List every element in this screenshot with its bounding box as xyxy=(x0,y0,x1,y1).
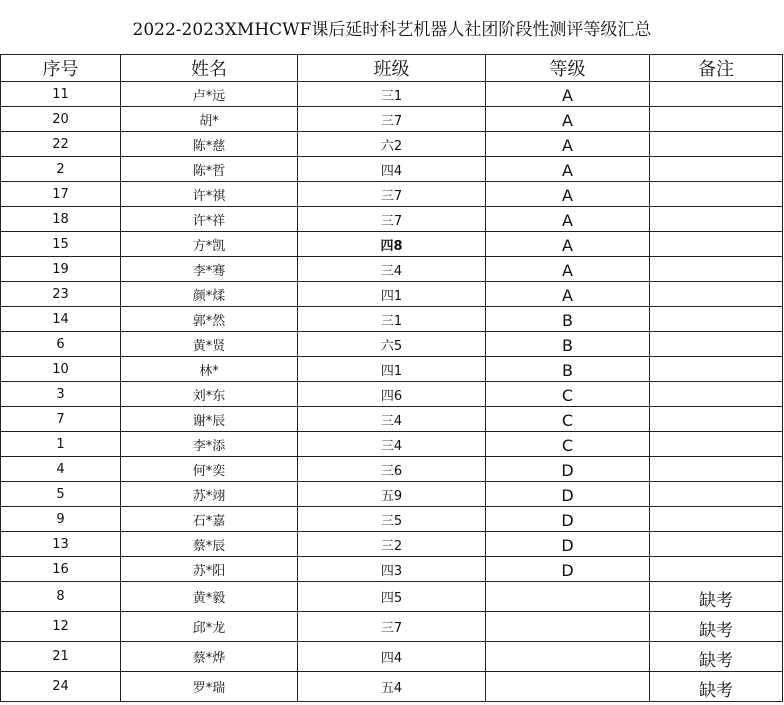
cell-serial[interactable]: 14 xyxy=(1,307,121,332)
cell-serial[interactable]: 18 xyxy=(1,207,121,232)
cell-grade[interactable] xyxy=(486,612,650,642)
table-row xyxy=(1,482,783,507)
cell-serial[interactable]: 4 xyxy=(1,457,121,482)
cell-class[interactable]: 三7 xyxy=(298,612,486,642)
cell-name[interactable]: 许*祺 xyxy=(121,182,298,207)
cell-class[interactable]: 四4 xyxy=(298,642,486,672)
cell-serial[interactable]: 22 xyxy=(1,132,121,157)
cell-note[interactable] xyxy=(650,407,783,432)
cell-name[interactable]: 石*嘉 xyxy=(121,507,298,532)
grade-table xyxy=(0,54,783,702)
cell-name[interactable]: 胡* xyxy=(121,107,298,132)
cell-grade[interactable]: A xyxy=(486,282,650,307)
cell-serial[interactable]: 17 xyxy=(1,182,121,207)
cell-name[interactable]: 苏*阳 xyxy=(121,557,298,582)
cell-name[interactable]: 谢*辰 xyxy=(121,407,298,432)
cell-class[interactable]: 三7 xyxy=(298,182,486,207)
cell-class[interactable]: 三5 xyxy=(298,507,486,532)
cell-grade[interactable]: D xyxy=(486,557,650,582)
cell-class[interactable]: 三7 xyxy=(298,107,486,132)
table-row xyxy=(1,307,783,332)
cell-class[interactable]: 四4 xyxy=(298,157,486,182)
cell-note[interactable]: 缺考 xyxy=(650,582,783,612)
cell-serial[interactable]: 8 xyxy=(1,582,121,612)
cell-serial[interactable]: 13 xyxy=(1,532,121,557)
table-row xyxy=(1,582,783,612)
cell-note[interactable]: 缺考 xyxy=(650,612,783,642)
cell-note[interactable] xyxy=(650,232,783,257)
cell-note[interactable] xyxy=(650,532,783,557)
table-row xyxy=(1,107,783,132)
cell-name[interactable]: 何*奕 xyxy=(121,457,298,482)
table-row xyxy=(1,207,783,232)
cell-grade[interactable]: A xyxy=(486,182,650,207)
cell-class[interactable]: 六2 xyxy=(298,132,486,157)
cell-class[interactable]: 三4 xyxy=(298,407,486,432)
cell-note[interactable] xyxy=(650,332,783,357)
table-row xyxy=(1,672,783,702)
table-row xyxy=(1,82,783,107)
cell-grade[interactable]: C xyxy=(486,382,650,407)
header-name[interactable]: 姓名 xyxy=(121,55,298,82)
table-row xyxy=(1,507,783,532)
cell-grade[interactable] xyxy=(486,642,650,672)
cell-class[interactable]: 三1 xyxy=(298,82,486,107)
cell-grade[interactable]: C xyxy=(486,407,650,432)
cell-name[interactable]: 颜*煣 xyxy=(121,282,298,307)
table-row xyxy=(1,612,783,642)
cell-name[interactable]: 郭*然 xyxy=(121,307,298,332)
cell-grade[interactable]: B xyxy=(486,357,650,382)
cell-serial[interactable]: 3 xyxy=(1,382,121,407)
cell-class[interactable]: 四5 xyxy=(298,582,486,612)
cell-grade[interactable] xyxy=(486,582,650,612)
cell-name[interactable]: 刘*东 xyxy=(121,382,298,407)
table-row xyxy=(1,432,783,457)
cell-class[interactable]: 三4 xyxy=(298,257,486,282)
cell-note[interactable] xyxy=(650,457,783,482)
cell-serial[interactable]: 12 xyxy=(1,612,121,642)
cell-note[interactable] xyxy=(650,157,783,182)
header-row xyxy=(1,55,783,82)
cell-name[interactable]: 罗*瑞 xyxy=(121,672,298,702)
cell-serial[interactable]: 16 xyxy=(1,557,121,582)
cell-grade[interactable]: A xyxy=(486,157,650,182)
cell-grade[interactable]: D xyxy=(486,507,650,532)
cell-serial[interactable]: 9 xyxy=(1,507,121,532)
table-row xyxy=(1,407,783,432)
cell-grade[interactable]: D xyxy=(486,457,650,482)
cell-class[interactable]: 五4 xyxy=(298,672,486,702)
cell-serial[interactable]: 7 xyxy=(1,407,121,432)
table-row xyxy=(1,457,783,482)
cell-note[interactable]: 缺考 xyxy=(650,672,783,702)
table-row xyxy=(1,157,783,182)
cell-name[interactable]: 李*添 xyxy=(121,432,298,457)
table-row xyxy=(1,182,783,207)
table-row xyxy=(1,332,783,357)
cell-class[interactable]: 六5 xyxy=(298,332,486,357)
cell-grade[interactable]: A xyxy=(486,232,650,257)
cell-name[interactable]: 卢*远 xyxy=(121,82,298,107)
cell-serial[interactable]: 1 xyxy=(1,432,121,457)
header-class[interactable]: 班级 xyxy=(298,55,486,82)
cell-class[interactable]: 四3 xyxy=(298,557,486,582)
cell-note[interactable] xyxy=(650,482,783,507)
cell-grade[interactable]: A xyxy=(486,132,650,157)
header-note[interactable]: 备注 xyxy=(650,55,783,82)
cell-note[interactable] xyxy=(650,207,783,232)
table-row xyxy=(1,382,783,407)
cell-name[interactable]: 蔡*烨 xyxy=(121,642,298,672)
cell-serial[interactable]: 24 xyxy=(1,672,121,702)
cell-note[interactable] xyxy=(650,557,783,582)
cell-name[interactable]: 林* xyxy=(121,357,298,382)
cell-serial[interactable]: 15 xyxy=(1,232,121,257)
cell-serial[interactable]: 6 xyxy=(1,332,121,357)
cell-note[interactable] xyxy=(650,507,783,532)
cell-note[interactable] xyxy=(650,382,783,407)
cell-serial[interactable]: 11 xyxy=(1,82,121,107)
table-row xyxy=(1,357,783,382)
cell-name[interactable]: 方*凯 xyxy=(121,232,298,257)
cell-note[interactable] xyxy=(650,432,783,457)
cell-note[interactable]: 缺考 xyxy=(650,642,783,672)
cell-note[interactable] xyxy=(650,132,783,157)
cell-class[interactable]: 三1 xyxy=(298,307,486,332)
cell-grade[interactable]: B xyxy=(486,307,650,332)
cell-name[interactable]: 苏*翊 xyxy=(121,482,298,507)
cell-grade[interactable]: D xyxy=(486,482,650,507)
cell-class[interactable]: 五9 xyxy=(298,482,486,507)
cell-note[interactable] xyxy=(650,182,783,207)
cell-class[interactable]: 三6 xyxy=(298,457,486,482)
cell-grade[interactable]: A xyxy=(486,107,650,132)
cell-note[interactable] xyxy=(650,282,783,307)
cell-name[interactable]: 陈*慈 xyxy=(121,132,298,157)
cell-grade[interactable]: B xyxy=(486,332,650,357)
cell-class[interactable]: 四8 xyxy=(298,232,486,257)
table-row xyxy=(1,642,783,672)
cell-grade[interactable]: A xyxy=(486,82,650,107)
cell-class[interactable]: 四6 xyxy=(298,382,486,407)
cell-note[interactable] xyxy=(650,357,783,382)
cell-serial[interactable]: 19 xyxy=(1,257,121,282)
cell-serial[interactable]: 5 xyxy=(1,482,121,507)
cell-name[interactable]: 蔡*辰 xyxy=(121,532,298,557)
cell-name[interactable]: 邱*龙 xyxy=(121,612,298,642)
cell-name[interactable]: 李*骞 xyxy=(121,257,298,282)
cell-name[interactable]: 黄*毅 xyxy=(121,582,298,612)
cell-serial[interactable]: 21 xyxy=(1,642,121,672)
cell-serial[interactable]: 20 xyxy=(1,107,121,132)
cell-grade[interactable]: A xyxy=(486,257,650,282)
cell-class[interactable]: 三7 xyxy=(298,207,486,232)
cell-name[interactable]: 陈*哲 xyxy=(121,157,298,182)
cell-class[interactable]: 三2 xyxy=(298,532,486,557)
cell-grade[interactable]: D xyxy=(486,532,650,557)
cell-serial[interactable]: 2 xyxy=(1,157,121,182)
cell-class[interactable]: 四1 xyxy=(298,357,486,382)
cell-note[interactable] xyxy=(650,307,783,332)
table-row xyxy=(1,232,783,257)
cell-note[interactable] xyxy=(650,82,783,107)
sheet-title: 2022-2023XMHCWF课后延时科艺机器人社团阶段性测评等级汇总 xyxy=(0,0,784,55)
table-row xyxy=(1,257,783,282)
cell-grade[interactable]: A xyxy=(486,207,650,232)
header-serial[interactable]: 序号 xyxy=(1,55,121,82)
table-row xyxy=(1,132,783,157)
cell-grade[interactable] xyxy=(486,672,650,702)
cell-grade[interactable]: C xyxy=(486,432,650,457)
cell-class[interactable]: 三4 xyxy=(298,432,486,457)
cell-name[interactable]: 许*祥 xyxy=(121,207,298,232)
cell-note[interactable] xyxy=(650,107,783,132)
table-row xyxy=(1,282,783,307)
table-row xyxy=(1,557,783,582)
cell-class[interactable]: 四1 xyxy=(298,282,486,307)
cell-serial[interactable]: 10 xyxy=(1,357,121,382)
header-grade[interactable]: 等级 xyxy=(486,55,650,82)
cell-name[interactable]: 黄*贤 xyxy=(121,332,298,357)
table-row xyxy=(1,532,783,557)
cell-note[interactable] xyxy=(650,257,783,282)
cell-serial[interactable]: 23 xyxy=(1,282,121,307)
